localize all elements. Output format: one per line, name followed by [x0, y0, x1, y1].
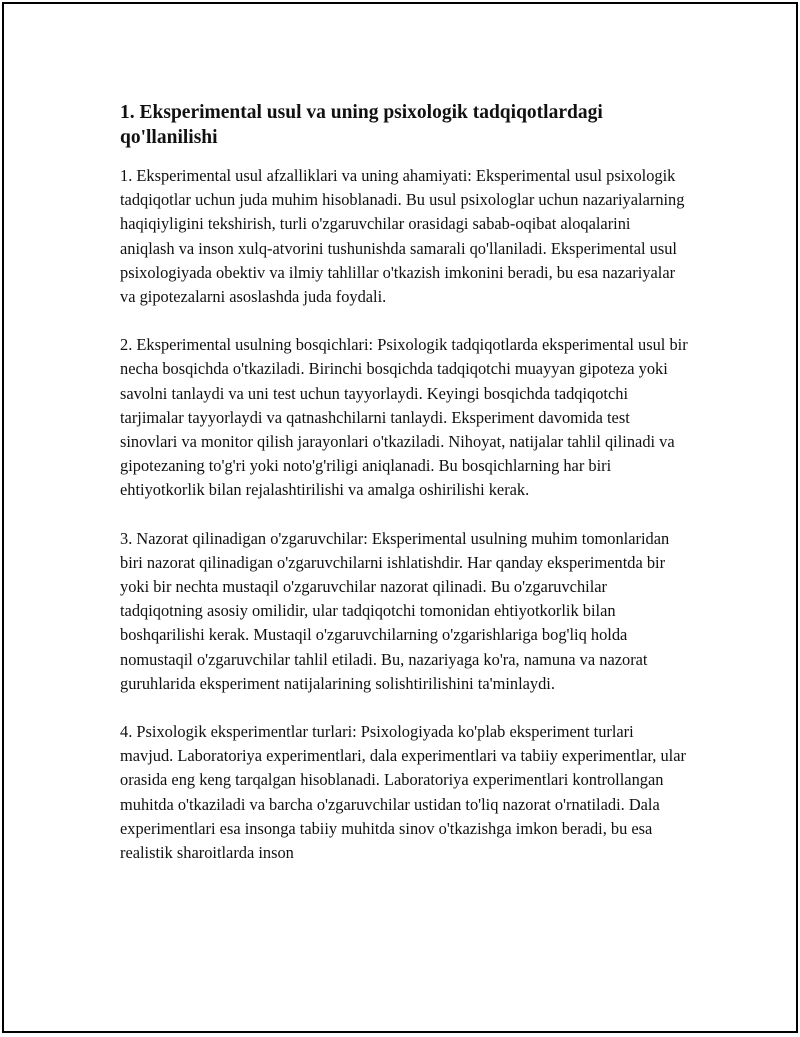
document-body — [120, 100, 688, 889]
paragraph-controlled-variables: 3. Nazorat qilinadigan o'zgaruvchilar: Eksperimental usulning muhim tomonlaridan biri nazorat qilinadigan o'zgaruvchilarni ishlatishdir. Har qanday eksperimentda bir yoki bir nechta mustaqil o'zgaruvchilar nazorat qilinadi. Bu o'zgaruvchilar tadqiqotning asosiy omilidir, ular tadqiqotchi tomonidan ehtiyotkorlik bilan boshqarilishi kerak. Mustaqil o'zgaruvchilarning o'zgarishlariga bog'liq holda nomustaqil o'zgaruvchilar tahlil etiladi. Bu, nazariyaga ko'ra, namuna va nazorat guruhlarida eksperiment natijalarining solishtirilishini ta'minlaydi. — [120, 528, 670, 693]
paragraph-experiment-types: 4. Psixologik eksperimentlar turlari: Psixologiyada ko'plab eksperiment turlari mavjud. Laboratoriya experimentlari, dala experimentlari va tabiiy experimentlar, ular orasida eng keng tarqalgan hisoblanadi. Laboratoriya experimentlari kontrollangan muhitda o'tkaziladi va barcha o'zgaruvchilar ustidan to'liq nazorat o'rnatiladi. Dala experimentlari esa insonga tabiiy muhitda sinov o'tkazishga imkon beradi, bu esa realistik sharoitlarda inson — [120, 722, 686, 863]
paragraph-stages: 2. Eksperimental usulning bosqichlari: Psixologik tadqiqotlarda eksperimental usul bir necha bosqichda o'tkaziladi. Birinchi bosqichda tadqiqotchi muayyan gipoteza yoki savolni tanlaydi va uni test uchun tayyorlaydi. Keyingi bosqichda tadqiqotchi tarjimalar tayyorlaydi va qatnashchilarni tanlaydi. Eksperiment davomida test sinovlari va monitor qilish jarayonlari o'tkaziladi. Nihoyat, natijalar tahlil qilinadi va gipotezaning to'g'ri yoki noto'g'riligi aniqlanadi. Bu bosqichlarning har biri ehtiyotkorlik bilan rejalashtirilishi va amalga oshirilishi kerak. — [120, 335, 688, 500]
document-title: 1. Eksperimental usul va uning psixologik tadqiqotlardagi qo'llanilishi — [120, 102, 603, 148]
document-page — [2, 2, 798, 1033]
paragraph-advantages: 1. Eksperimental usul afzalliklari va uning ahamiyati: Eksperimental usul psixologik tadqiqotlar uchun juda muhim hisoblanadi. Bu usul psixologlar uchun nazariyalarning haqiqiyligini tekshirish, turli o'zgaruvchilar orasidagi sabab-oqibat aloqalarini aniqlash va inson xulq-atvorini tushunishda samarali qo'llaniladi. Eksperimental usul psixologiyada obektiv va ilmiy tahlillar o'tkazish imkonini beradi, bu esa nazariyalar va gipotezalarni asoslashda juda foydali. — [120, 166, 685, 307]
